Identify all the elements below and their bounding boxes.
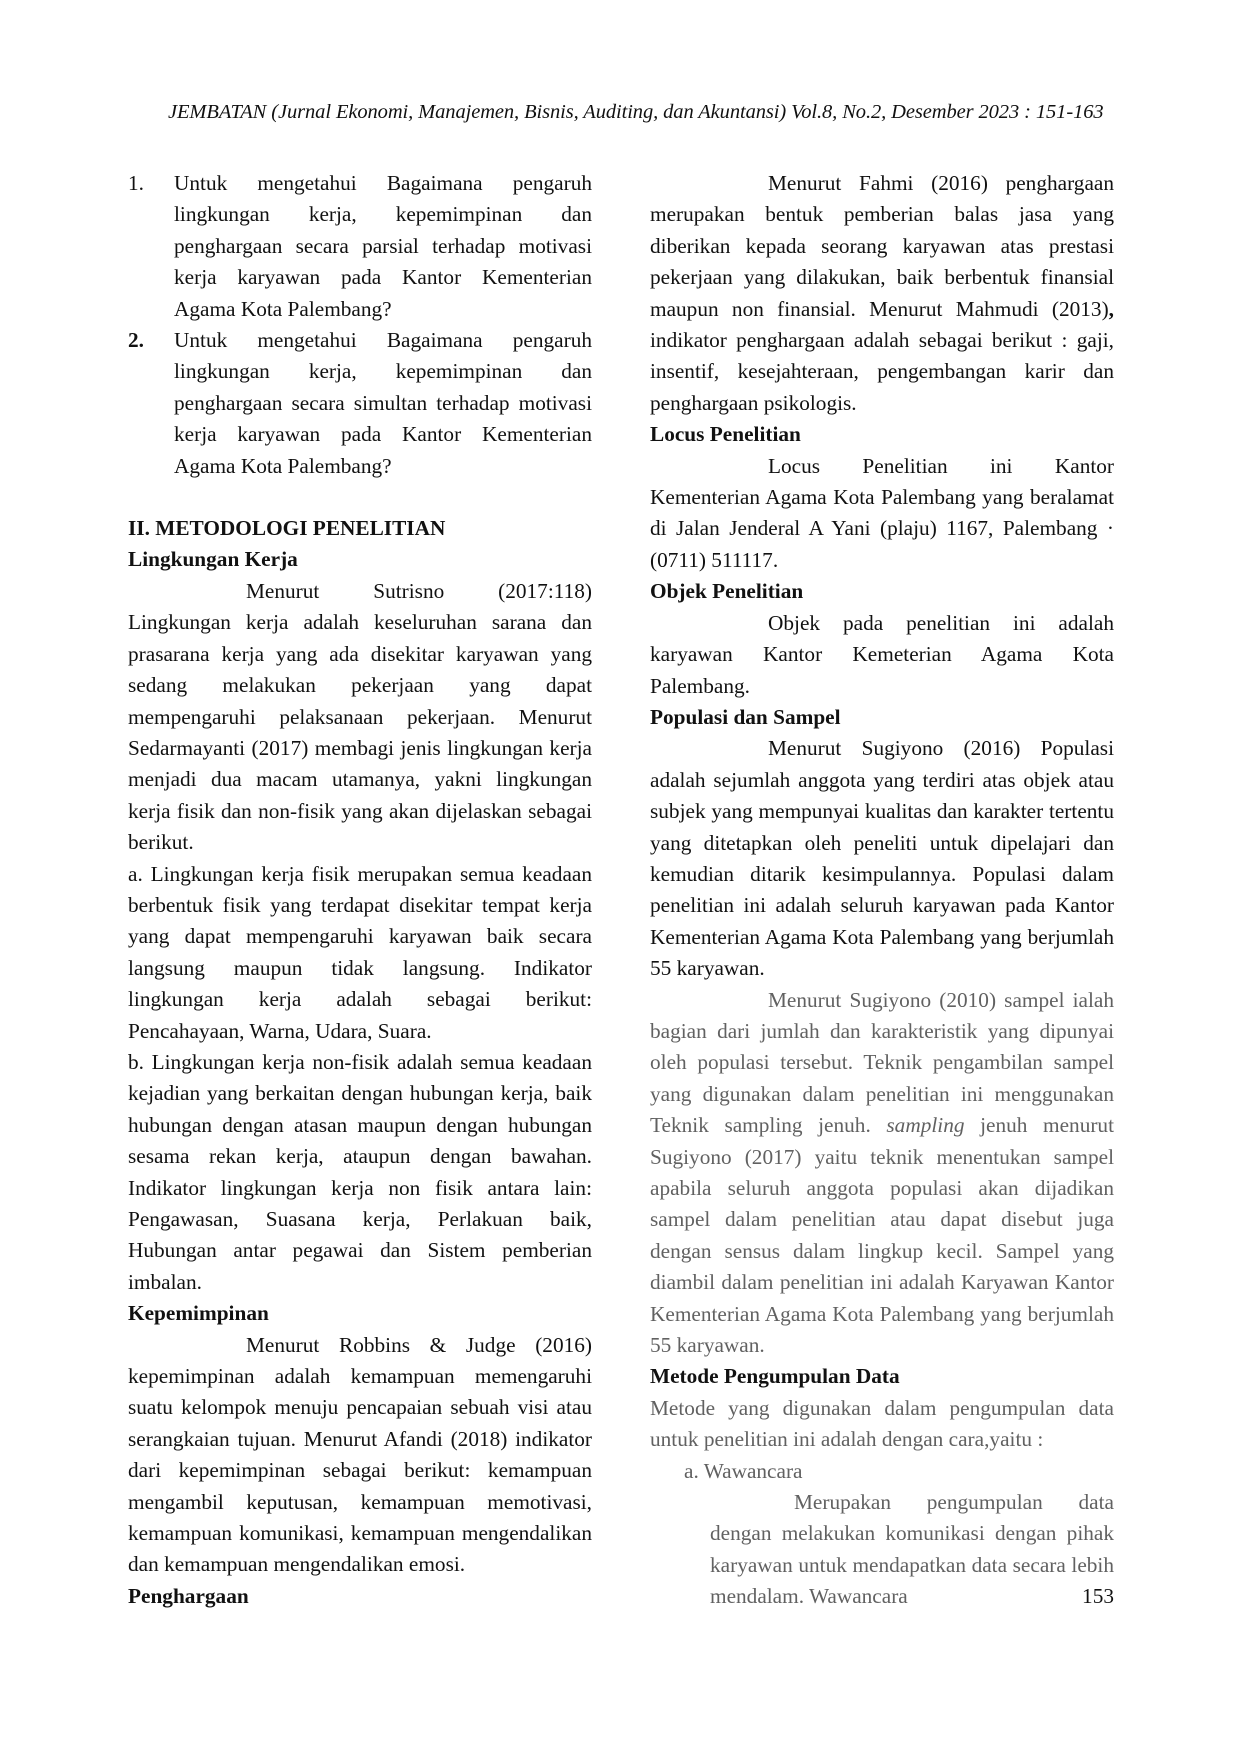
list-item-marker: 2. bbox=[128, 328, 144, 353]
paragraph-penghargaan-fahmi-part1: Menurut Fahmi (2016) penghargaan merupakan bentuk pemberian balas jasa yang diberikan kepada seorang karyawan atas prestasi pekerjaan yang dilakukan, baik berbentuk finansial maupun non finansial. Menurut Mahmudi (2013) bbox=[650, 171, 1114, 321]
section-heading-metodologi: II. METODOLOGI PENELITIAN bbox=[128, 516, 446, 541]
list-item-text: Untuk mengetahui Bagaimana pengaruh lingkungan kerja, kepemimpinan dan penghargaan secara simultan terhadap motivasi kerja karyawan pada Kantor Kementerian Agama Kota Palembang? bbox=[174, 328, 592, 478]
paragraph-metode-pengumpulan: Metode yang digunakan dalam pengumpulan data untuk penelitian ini adalah dengan cara,yaitu : bbox=[650, 1395, 1114, 1452]
paragraph-sampel bbox=[650, 985, 1114, 1362]
list-item-text: Untuk mengetahui Bagaimana pengaruh lingkungan kerja, kepemimpinan dan penghargaan secara parsial terhadap motivasi kerja karyawan pada Kantor Kementerian Agama Kota Palembang? bbox=[174, 171, 592, 321]
paragraph-sampel-italic-term: sampling bbox=[886, 1113, 965, 1138]
paragraph-lingkungan-kerja-fisik: a. Lingkungan kerja fisik merupakan semua keadaan berbentuk fisik yang terdapat disekitar tempat kerja yang dapat mempengaruhi karyawan baik secara langsung maupun tidak langsung. Indikator lingkungan kerja adalah sebagai berikut: Pencahayaan, Warna, Udara, Suara. bbox=[128, 861, 592, 1043]
subheading-locus-penelitian: Locus Penelitian bbox=[650, 422, 801, 447]
running-head: JEMBATAN (Jurnal Ekonomi, Manajemen, Bisnis, Auditing, dan Akuntansi) Vol.8, No.2, Desember 2023 : 151-163 bbox=[168, 101, 1104, 123]
paragraph-locus-penelitian: Locus Penelitian ini Kantor Kementerian Agama Kota Palembang yang beralamat di Jalan Jenderal A Yani (plaju) 1167, Palembang · (0711) 511117. bbox=[650, 453, 1114, 572]
left-column bbox=[128, 168, 592, 1608]
spacer bbox=[128, 482, 592, 513]
paragraph-sampel-part2: jenuh menurut Sugiyono (2017) yaitu teknik menentukan sampel apabila seluruh anggota populasi akan dijadikan sampel dalam penelitian atau dapat disebut juga dengan sensus dalam lingkup kecil. Sampel yang diambil dalam penelitian ini adalah Karyawan Kantor Kementerian Agama Kota Palembang yang berjumlah 55 karyawan. bbox=[650, 1113, 1114, 1358]
paragraph-sampel-part1: Menurut Sugiyono (2010) sampel ialah bagian dari jumlah dan karakteristik yang dipunyai oleh populasi tersebut. Teknik pengambilan sampel yang digunakan dalam penelitian ini menggunakan Teknik sampling jenuh. bbox=[650, 987, 1114, 1138]
subheading-kepemimpinan: Kepemimpinan bbox=[128, 1301, 269, 1326]
paragraph-kepemimpinan: Menurut Robbins & Judge (2016) kepemimpinan adalah kemampuan memengaruhi suatu kelompok menuju pencapaian sebuah visi atau serangkaian tujuan. Menurut Afandi (2018) indikator dari kepemimpinan sebagai berikut: kemampuan mengambil keputusan, kemampuan memotivasi, kemampuan komunikasi, kemampuan mengendalikan dan kemampuan mengendalikan emosi. bbox=[128, 1332, 592, 1577]
subheading-objek-penelitian: Objek Penelitian bbox=[650, 579, 804, 604]
subheading-metode-pengumpulan-data: Metode Pengumpulan Data bbox=[650, 1364, 900, 1389]
list-item bbox=[128, 168, 592, 325]
subheading-lingkungan-kerja: Lingkungan Kerja bbox=[128, 547, 298, 572]
paragraph-wawancara: Merupakan pengumpulan data dengan melakukan komunikasi dengan pihak karyawan untuk mendapatkan data secara lebih mendalam. Wawancara bbox=[710, 1490, 1114, 1609]
paragraph-lingkungan-kerja-nonfisik: b. Lingkungan kerja non-fisik adalah semua keadaan kejadian yang berkaitan dengan hubungan kerja, baik hubungan dengan atasan maupun dengan hubungan sesama rekan kerja, ataupun dengan bawahan. Indikator lingkungan kerja non fisik antara lain: Pengawasan, Suasana kerja, Perlakuan baik, Hubungan antar pegawai dan Sistem pemberian imbalan. bbox=[128, 1049, 592, 1294]
subheading-populasi-dan-sampel: Populasi dan Sampel bbox=[650, 704, 841, 729]
list-item-wawancara: a. Wawancara bbox=[684, 1458, 803, 1483]
paragraph-objek-penelitian: Objek pada penelitian ini adalah karyawan Kantor Kemeterian Agama Kota Palembang. bbox=[650, 610, 1114, 698]
page-number: 153 bbox=[1082, 1584, 1114, 1608]
paragraph-penghargaan-fahmi-part2: indikator penghargaan adalah sebagai berikut : gaji, insentif, kesejahteraan, pengembangan karir dan penghargaan psikologis. bbox=[650, 328, 1114, 415]
list-item bbox=[128, 325, 592, 482]
paragraph-populasi: Menurut Sugiyono (2016) Populasi adalah sejumlah anggota yang terdiri atas objek atau subjek yang mempunyai kualitas dan karakter tertentu yang ditetapkan oleh peneliti untuk dipelajari dan kemudian ditarik kesimpulannya. Populasi dalam penelitian ini adalah seluruh karyawan pada Kantor Kementerian Agama Kota Palembang yang berjumlah 55 karyawan. bbox=[650, 736, 1114, 981]
subheading-penghargaan: Penghargaan bbox=[128, 1583, 249, 1608]
paragraph-lingkungan-kerja: Menurut Sutrisno (2017:118) Lingkungan kerja adalah keseluruhan sarana dan prasarana kerja yang ada disekitar karyawan yang sedang melakukan pekerjaan yang dapat mempengaruhi pelaksanaan pekerjaan. Menurut Sedarmayanti (2017) membagi jenis lingkungan kerja menjadi dua macam utamanya, yakni lingkungan kerja fisik dan non-fisik yang akan dijelaskan sebagai berikut. bbox=[128, 578, 592, 855]
paragraph-penghargaan-fahmi-comma: , bbox=[1108, 296, 1114, 321]
list-item-marker: 1. bbox=[128, 171, 144, 195]
paragraph-penghargaan-fahmi bbox=[650, 168, 1114, 419]
